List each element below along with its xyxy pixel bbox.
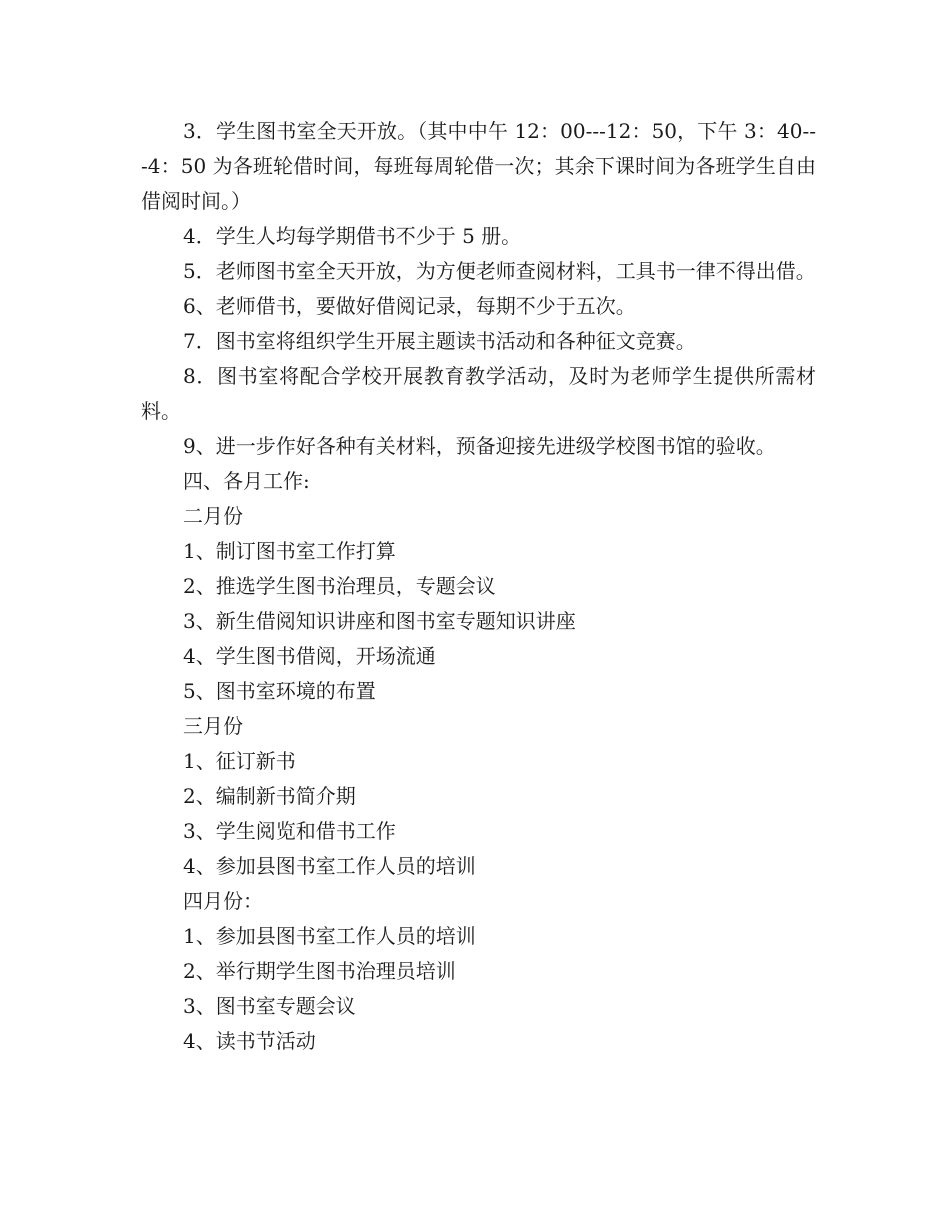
list-item: 2、编制新书简介期 [183,784,356,808]
paragraph-4: 4．学生人均每学期借书不少于 5 册。 [183,224,522,248]
paragraph-3: 3．学生图书室全天开放。（其中中午 12：00---12：50，下午 3：40---4：50 为各班轮借时间，每班每周轮借一次；其余下课时间为各班学生自由借阅时间。） [141,119,816,213]
list-item: 2、举行期学生图书治理员培训 [183,959,456,983]
list-item: 3、学生阅览和借书工作 [183,819,396,843]
list-item: 4、读书节活动 [183,1029,316,1053]
section-heading: 四、各月工作: [183,469,310,493]
list-item: 1、制订图书室工作打算 [183,539,396,563]
list-item: 1、征订新书 [183,749,296,773]
list-item: 1、参加县图书室工作人员的培训 [183,924,476,948]
list-item: 3、新生借阅知识讲座和图书室专题知识讲座 [183,609,576,633]
document-body [141,114,816,1059]
month-title-march: 三月份 [183,714,243,738]
month-title-april: 四月份： [183,889,263,913]
month-title-february: 二月份 [183,504,243,528]
list-item: 4、学生图书借阅，开场流通 [183,644,436,668]
paragraph-5: 5．老师图书室全天开放，为方便老师查阅材料，工具书一律不得出借。 [183,259,816,283]
list-item: 3、图书室专题会议 [183,994,356,1018]
paragraph-6: 6、老师借书，要做好借阅记录，每期不少于五次。 [183,294,636,318]
list-item: 5、图书室环境的布置 [183,679,376,703]
paragraph-8: 8．图书室将配合学校开展教育教学活动，及时为老师学生提供所需材料。 [141,364,816,423]
list-item: 4、参加县图书室工作人员的培训 [183,854,476,878]
list-item: 2、推选学生图书治理员，专题会议 [183,574,496,598]
paragraph-7: 7．图书室将组织学生开展主题读书活动和各种征文竞赛。 [183,329,696,353]
paragraph-9: 9、进一步作好各种有关材料，预备迎接先进级学校图书馆的验收。 [183,434,776,458]
